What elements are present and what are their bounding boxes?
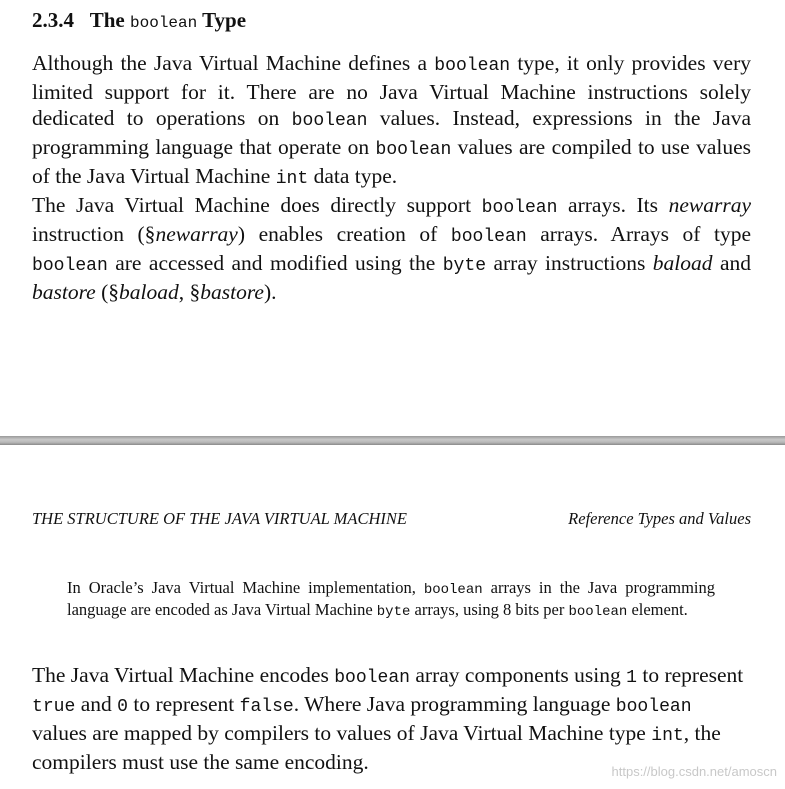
text: arrays. Its — [568, 193, 659, 217]
code-one: 1 — [626, 668, 637, 688]
instruction-name: bastore — [32, 280, 96, 304]
instruction-name: baload — [652, 251, 713, 275]
text: type, it only provides very limited support for it. There are no Java Virtual Machine instructions solely dedicated to operations on — [32, 51, 752, 130]
text: arrays in the Java programming language are encoded as Java Virtual Machine — [67, 578, 716, 619]
running-header-section: Reference Types and Values — [568, 509, 751, 528]
text: The Java Virtual Machine does directly support — [32, 193, 472, 217]
code-int: int — [275, 169, 309, 189]
text: to represent — [642, 663, 744, 687]
text: ) enables creation of — [237, 222, 438, 246]
cross-reference-link[interactable]: bastore — [200, 280, 264, 304]
text: The Java Virtual Machine encodes — [32, 663, 329, 687]
code-boolean: boolean — [375, 140, 452, 160]
text: instruction (§ — [32, 222, 156, 246]
section-number: 2.3.4 — [32, 8, 74, 32]
code-byte: byte — [376, 604, 411, 620]
code-boolean: boolean — [334, 668, 410, 688]
running-header-chapter: THE STRUCTURE OF THE JAVA VIRTUAL MACHINE — [32, 509, 408, 528]
text: ). — [263, 280, 277, 304]
text: and — [80, 692, 112, 716]
code-boolean: boolean — [434, 56, 511, 76]
text: In Oracle’s Java Virtual Machine implementation, — [67, 578, 416, 597]
page-separator — [0, 436, 785, 445]
text: are accessed and modified using the — [115, 251, 436, 275]
text: values. Instead, expressions in the Java programming language that operate on — [32, 106, 751, 159]
text: and — [719, 251, 751, 275]
section-heading — [32, 8, 246, 33]
code-boolean: boolean — [423, 582, 483, 598]
text: array components using — [415, 663, 621, 687]
implementation-note — [67, 578, 715, 622]
code-boolean: boolean — [291, 111, 368, 131]
text: arrays. Arrays of type — [540, 222, 752, 246]
code-byte: byte — [442, 256, 487, 276]
paragraph-boolean-support — [32, 50, 751, 192]
code-boolean: boolean — [615, 697, 692, 717]
text: . Where Java programming language — [293, 692, 611, 716]
code-false: false — [239, 697, 294, 717]
text: values are mapped by compilers to values of Java Virtual Machine type — [32, 721, 646, 745]
code-boolean: boolean — [450, 227, 527, 247]
text: arrays, using 8 bits per — [414, 600, 565, 619]
code-boolean: boolean — [32, 256, 108, 276]
heading-code: boolean — [130, 14, 198, 32]
code-int: int — [651, 726, 684, 746]
text: , the compilers must use the same encoding. — [32, 721, 721, 774]
code-zero: 0 — [117, 697, 128, 717]
code-boolean: boolean — [568, 604, 628, 620]
text: Although the Java Virtual Machine defines a — [32, 51, 428, 75]
text: to represent — [133, 692, 235, 716]
paragraph-encoding — [32, 662, 751, 775]
text: , § — [178, 280, 201, 304]
heading-word-type: Type — [202, 8, 247, 32]
text: (§ — [101, 280, 119, 304]
paragraph-boolean-arrays — [32, 192, 751, 305]
code-boolean: boolean — [481, 198, 558, 218]
instruction-name: newarray — [668, 193, 752, 217]
text: values are compiled to use values of the Java Virtual Machine — [32, 135, 751, 188]
code-true: true — [32, 697, 76, 717]
cross-reference-link[interactable]: baload — [119, 280, 179, 304]
text: element. — [631, 600, 688, 619]
watermark: https://blog.csdn.net/amoscn — [611, 764, 777, 779]
cross-reference-link[interactable]: newarray — [155, 222, 238, 246]
text: array instructions — [493, 251, 646, 275]
heading-word-the: The — [89, 8, 125, 32]
text: data type. — [313, 164, 398, 188]
